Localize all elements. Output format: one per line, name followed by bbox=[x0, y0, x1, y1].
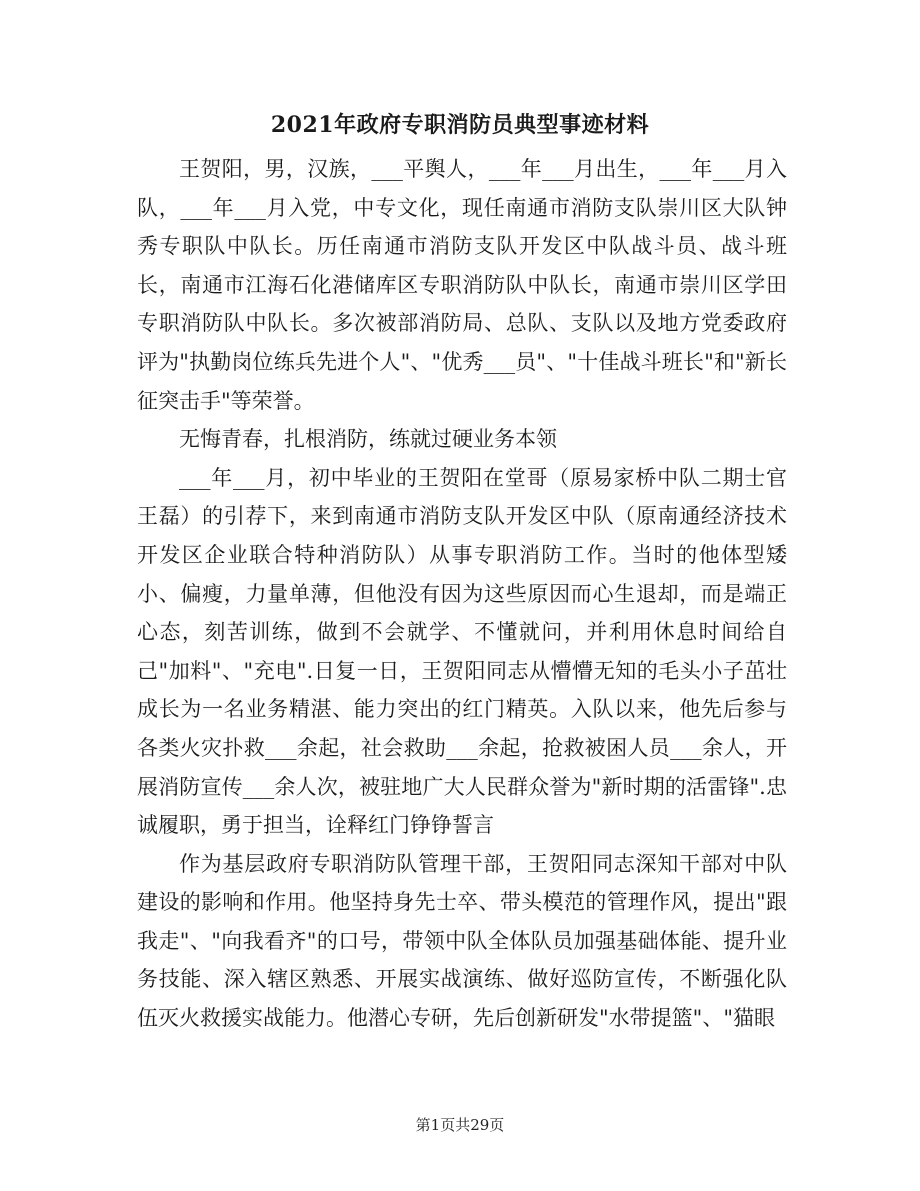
paragraph-management: 作为基层政府专职消防队管理干部，王贺阳同志深知干部对中队建设的影响和作用。他坚持身先士卒、带头模范的管理作风，提出"跟我走"、"向我看齐"的口号，带领中队全体队员加强基础体能、提升业务技能、深入辖区熟悉、开展实战演练、做好巡防宣传，不断强化队伍灭火救援实战能力。他潜心专研，先后创新研发"水带提篮"、"猫眼 bbox=[137, 851, 787, 1031]
document-body bbox=[137, 150, 787, 1038]
page-footer: 第1页共29页 bbox=[415, 1116, 505, 1134]
paragraph-career: ___年___月，初中毕业的王贺阳在堂哥（原易家桥中队二期士官王磊）的引荐下，来到南通市消防支队开发区中队（原南通经济技术开发区企业联合特种消防队）从事专职消防工作。当时的他体型矮小、偏瘦，力量单薄，但他没有因为这些原因而心生退却，而是端正心态，刻苦训练，做到不会就学、不懂就问，并利用休息时间给自己"加料"、"充电".日复一日，王贺阳同志从懵懵无知的毛头小子茁壮成长为一名业务精湛、能力突出的红门精英。入队以来，他先后参与各类火灾扑救___余起，社会救助___余起，抢救被困人员___余人，开展消防宣传___余人次，被驻地广大人民群众誉为"新时期的活雷锋".忠诚履职，勇于担当，诠释红门铮铮誓言 bbox=[137, 465, 787, 838]
paragraph-intro: 王贺阳，男，汉族，___平舆人，___年___月出生，___年___月入队，___年___月入党，中专文化，现任南通市消防支队崇川区大队钟秀专职队中队长。历任南通市消防支队开发区中队战斗员、战斗班长，南通市江海石化港储库区专职消防队中队长，南通市崇川区学田专职消防队中队长。多次被部消防局、总队、支队以及地方党委政府评为"执勤岗位练兵先进个人"、"优秀___员"、"十佳战斗班长"和"新长征突击手"等荣誉。 bbox=[137, 157, 787, 413]
document-title: 2021年政府专职消防员典型事迹材料 bbox=[270, 112, 650, 138]
paragraph-heading-1: 无悔青春，扎根消防，练就过硬业务本领 bbox=[179, 427, 557, 452]
